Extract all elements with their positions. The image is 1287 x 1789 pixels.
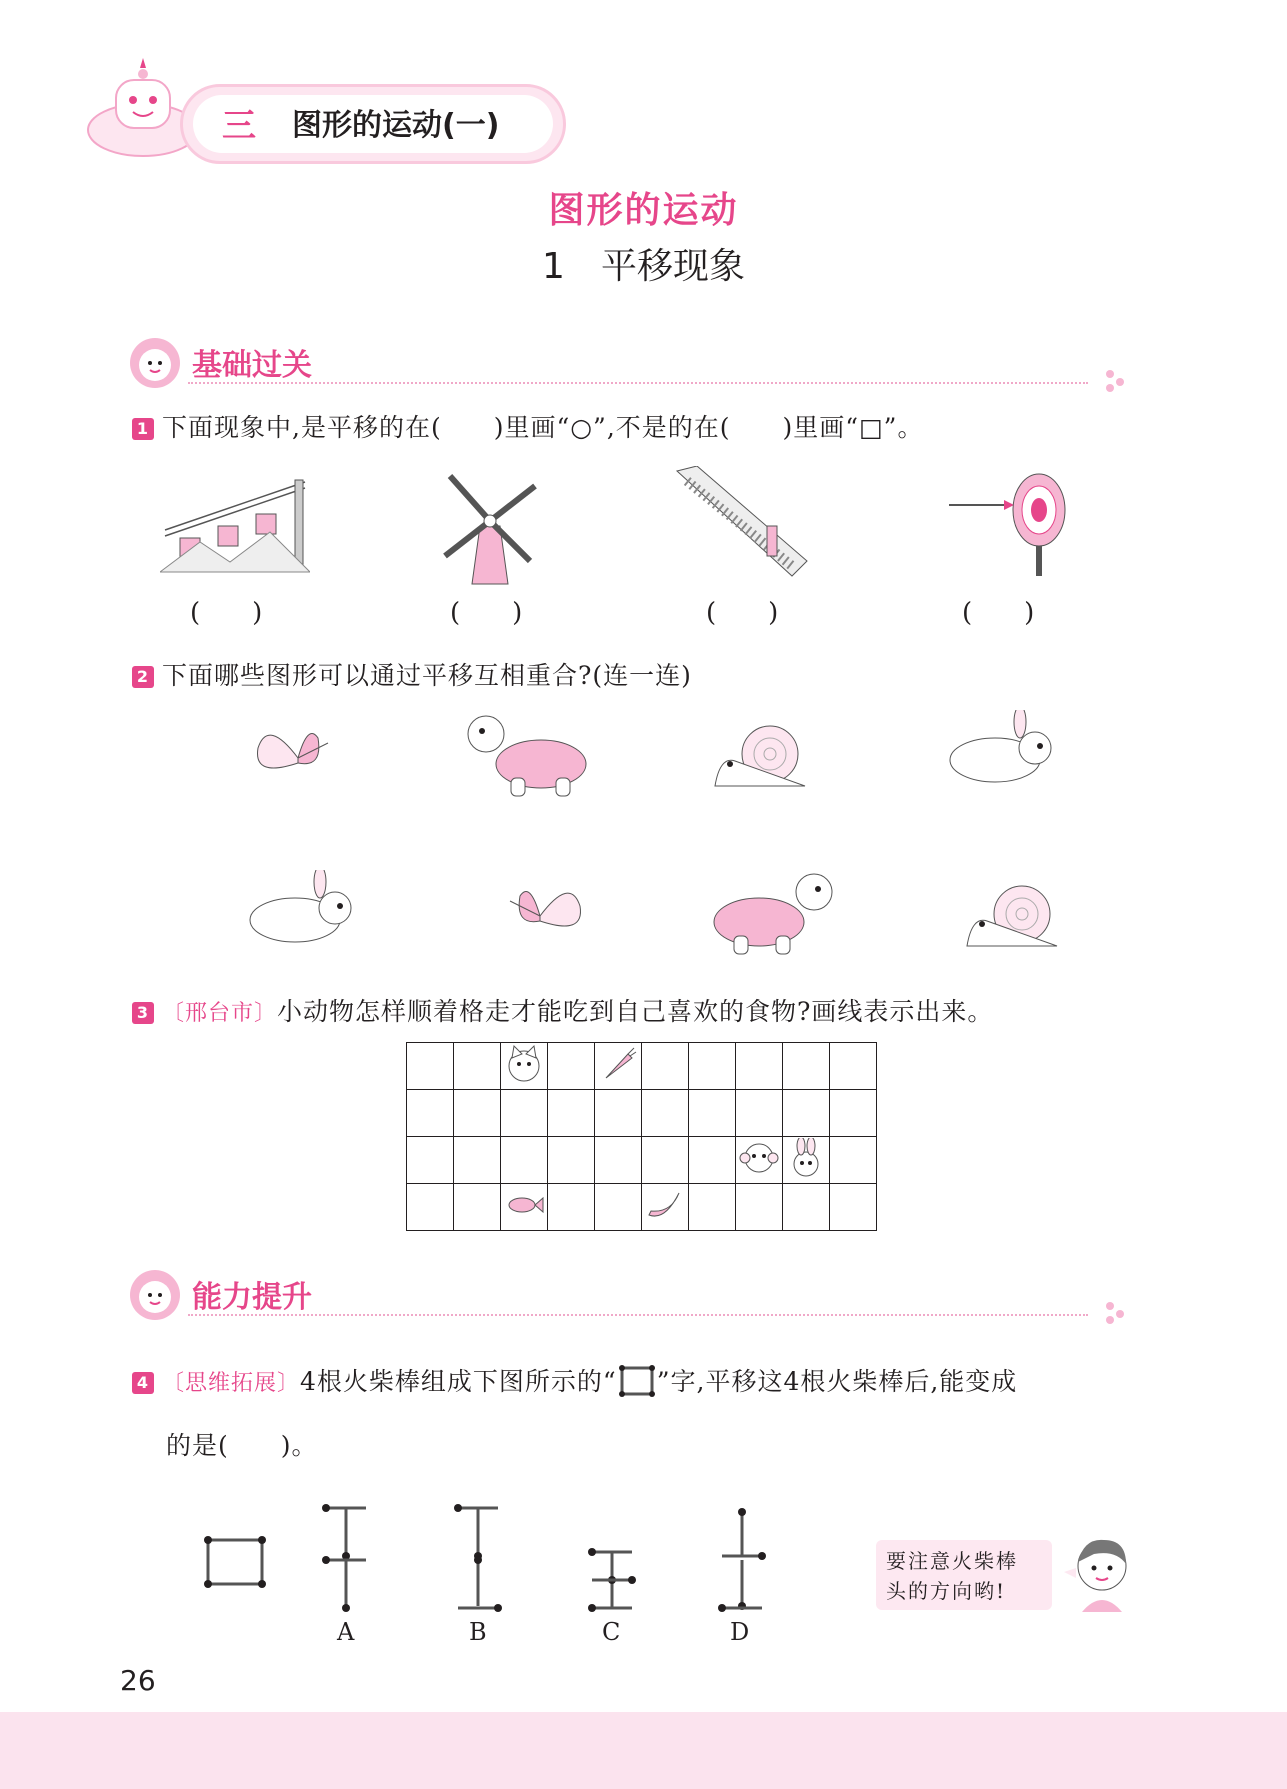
unit-title: 图形的运动(一): [292, 108, 500, 143]
cable-car-picture: [160, 472, 310, 582]
answer-blank[interactable]: ( ): [190, 598, 263, 628]
choice-b-label[interactable]: B: [469, 1618, 487, 1646]
windmill-picture: [430, 466, 550, 586]
escalator-picture: [672, 466, 812, 586]
section-icon: [128, 336, 182, 390]
footer-band: [0, 1712, 1287, 1789]
tip-line-1: 要注意火柴棒: [886, 1549, 1018, 1573]
carrot-icon: [595, 1043, 642, 1090]
matchstick-square-icon: [617, 1364, 657, 1398]
butterfly-picture[interactable]: [248, 718, 348, 798]
question-text: 4根火柴棒组成下图所示的“: [300, 1367, 617, 1396]
fish-icon: [501, 1184, 548, 1231]
divider-dot: [1106, 1316, 1114, 1324]
divider: [188, 382, 1088, 384]
answer-blank[interactable]: ( ): [706, 598, 779, 628]
tip-bubble: [876, 1540, 1052, 1610]
section-icon: [128, 1268, 182, 1322]
choice-d-figure[interactable]: [714, 1506, 770, 1616]
divider-dot: [1116, 378, 1124, 386]
question-text: ”字,平移这4根火柴棒后,能变成: [656, 1367, 1018, 1396]
question-text: 下面哪些图形可以通过平移互相重合?(连一连): [162, 661, 692, 690]
choice-d-label[interactable]: D: [730, 1618, 750, 1646]
divider-dot: [1106, 1302, 1114, 1310]
question-text: 小动物怎样顺着格走才能吃到自己喜欢的食物?画线表示出来。: [277, 997, 994, 1026]
page-number: 26: [120, 1664, 156, 1697]
unit-number: 三: [222, 106, 256, 146]
section-heading-basic: 基础过关: [192, 348, 312, 383]
section-title: 图形的运动: [548, 190, 739, 231]
choice-c-label[interactable]: C: [602, 1618, 621, 1646]
question-number: 4: [132, 1372, 154, 1394]
answer-blank[interactable]: ( ): [962, 598, 1035, 628]
divider-dot: [1116, 1310, 1124, 1318]
path-grid[interactable]: [406, 1042, 877, 1231]
snail-picture[interactable]: [962, 876, 1062, 956]
rabbit-icon: [783, 1137, 830, 1184]
cat-icon: [501, 1043, 548, 1090]
question-number: 2: [132, 666, 154, 688]
choice-c-figure[interactable]: [584, 1546, 640, 1616]
turtle-picture[interactable]: [456, 706, 596, 802]
matchstick-square-figure: [200, 1532, 270, 1592]
question-tag: 〔思维拓展〕: [162, 1371, 301, 1396]
section-heading-advanced: 能力提升: [192, 1280, 312, 1315]
rabbit-picture[interactable]: [920, 710, 1070, 796]
lesson-title: 1 平移现象: [542, 246, 745, 287]
question-text: 下面现象中,是平移的在( )里画“○”,不是的在( )里画“□”。: [162, 413, 924, 442]
answer-blank[interactable]: ( ): [450, 598, 523, 628]
choice-b-figure[interactable]: [450, 1502, 506, 1614]
divider: [188, 1314, 1088, 1316]
question-3: [132, 992, 993, 1028]
turtle-picture[interactable]: [704, 864, 844, 960]
question-2: [132, 656, 692, 692]
butterfly-picture[interactable]: [490, 876, 590, 956]
divider-dot: [1106, 384, 1114, 392]
monkey-icon: [736, 1137, 783, 1184]
question-1: [132, 408, 923, 444]
tip-line-2: 头的方向哟!: [886, 1579, 1007, 1603]
question-tag: 〔邢台市〕: [162, 1001, 278, 1026]
choice-a-label[interactable]: A: [337, 1618, 355, 1646]
rabbit-picture[interactable]: [220, 870, 370, 956]
snail-picture[interactable]: [710, 716, 810, 796]
question-4: [132, 1362, 1017, 1398]
choice-a-figure[interactable]: [318, 1502, 374, 1614]
question-4-line2: 的是( )。: [166, 1431, 318, 1460]
divider-dot: [1106, 370, 1114, 378]
question-number: 3: [132, 1002, 154, 1024]
arrow-target-picture: [944, 470, 1074, 585]
boy-avatar: [1064, 1532, 1134, 1612]
banana-icon: [642, 1184, 689, 1231]
question-number: 1: [132, 418, 154, 440]
